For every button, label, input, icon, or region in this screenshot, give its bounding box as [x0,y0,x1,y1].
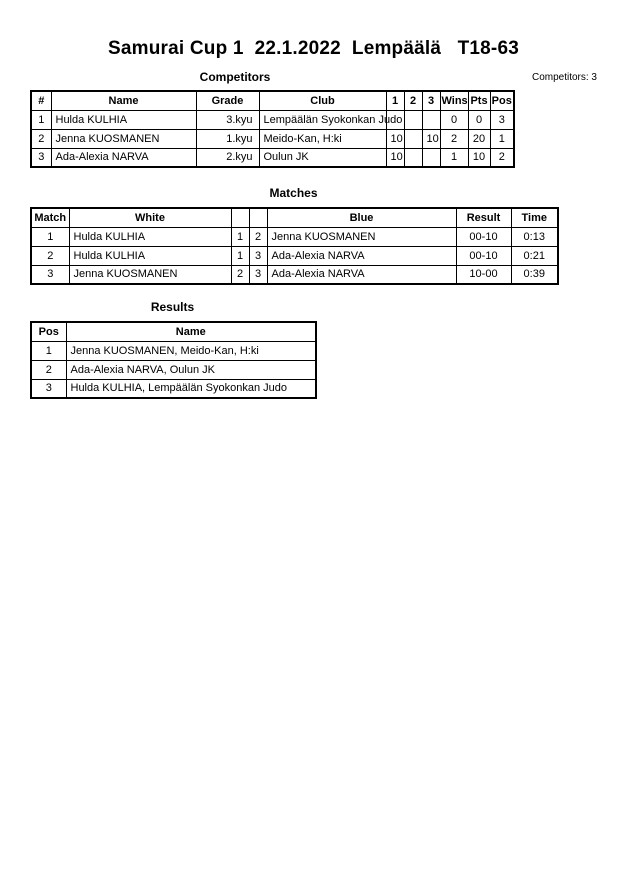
table-row [31,265,558,284]
column-header-wins: Wins [440,91,468,110]
white-competitor-number: 1 [231,246,249,265]
competitor-pts: 20 [468,129,490,148]
column-header-match: Match [31,208,69,227]
competitors-header-row [31,91,514,110]
competitor-pts: 10 [468,148,490,167]
column-header-blue: Blue [267,208,456,227]
match-time: 0:13 [511,227,558,246]
table-row [31,246,558,265]
competitor-number: 2 [31,129,51,148]
score-vs-1: 10 [386,148,404,167]
table-row [31,129,514,148]
white-competitor-number: 1 [231,227,249,246]
competitor-grade: 2.kyu [196,148,259,167]
column-header-blue-num [249,208,267,227]
column-header-3: 3 [422,91,440,110]
column-header-name: Name [51,91,196,110]
matches-heading: Matches [269,186,318,200]
page-title: Samurai Cup 1 22.1.2022 Lempäälä T18-63 [108,38,519,59]
competitor-name: Hulda KULHIA [51,110,196,129]
competitor-club: Oulun JK [259,148,386,167]
blue-competitor-name: Jenna KUOSMANEN [267,227,456,246]
result-competitor: Jenna KUOSMANEN, Meido-Kan, H:ki [66,341,316,360]
blue-competitor-name: Ada-Alexia NARVA [267,265,456,284]
column-header-1: 1 [386,91,404,110]
white-competitor-number: 2 [231,265,249,284]
match-result: 00-10 [456,227,511,246]
result-position: 3 [31,379,66,398]
column-header-pos: Pos [490,91,514,110]
matches-section-head [30,186,597,200]
results-table [30,321,317,399]
score-vs-2 [404,148,422,167]
table-row [31,341,316,360]
competitors-section-head [30,70,597,84]
column-header-white: White [69,208,231,227]
blue-competitor-number: 3 [249,246,267,265]
column-header-num: # [31,91,51,110]
result-competitor: Ada-Alexia NARVA, Oulun JK [66,360,316,379]
competitor-wins: 2 [440,129,468,148]
result-position: 1 [31,341,66,360]
result-position: 2 [31,360,66,379]
blue-competitor-number: 3 [249,265,267,284]
competitors-section [30,70,597,168]
score-vs-3 [422,110,440,129]
match-time: 0:39 [511,265,558,284]
competitor-wins: 0 [440,110,468,129]
column-header-pts: Pts [468,91,490,110]
white-competitor-name: Hulda KULHIA [69,227,231,246]
column-header-name: Name [66,322,316,341]
column-header-club: Club [259,91,386,110]
column-header-white-num [231,208,249,227]
results-section [30,300,597,399]
column-header-grade: Grade [196,91,259,110]
white-competitor-name: Jenna KUOSMANEN [69,265,231,284]
results-section-head [30,300,597,314]
matches-header-row [31,208,558,227]
match-result: 00-10 [456,246,511,265]
competitor-pts: 0 [468,110,490,129]
competitor-number: 3 [31,148,51,167]
competitors-count: Competitors: 3 [531,72,597,83]
score-vs-1: 10 [386,129,404,148]
table-row [31,360,316,379]
table-row [31,148,514,167]
table-row [31,227,558,246]
competitor-pos: 2 [490,148,514,167]
competitor-pos: 3 [490,110,514,129]
column-header-result: Result [456,208,511,227]
competitor-grade: 1.kyu [196,129,259,148]
matches-section [30,186,597,285]
competitor-club: Meido-Kan, H:ki [259,129,386,148]
table-row [31,110,514,129]
score-vs-2 [404,110,422,129]
match-time: 0:21 [511,246,558,265]
competitor-club: Lempäälän Syokonkan Judo [259,110,386,129]
competitor-grade: 3.kyu [196,110,259,129]
competitor-wins: 1 [440,148,468,167]
competitor-pos: 1 [490,129,514,148]
column-header-2: 2 [404,91,422,110]
column-header-time: Time [511,208,558,227]
result-competitor: Hulda KULHIA, Lempäälän Syokonkan Judo [66,379,316,398]
competitors-heading: Competitors [199,70,271,84]
score-vs-3 [422,148,440,167]
match-result: 10-00 [456,265,511,284]
results-heading: Results [150,300,195,314]
competitor-name: Ada-Alexia NARVA [51,148,196,167]
blue-competitor-number: 2 [249,227,267,246]
column-header-pos: Pos [31,322,66,341]
competitor-number: 1 [31,110,51,129]
competitor-name: Jenna KUOSMANEN [51,129,196,148]
score-vs-2 [404,129,422,148]
matches-table [30,207,559,285]
match-number: 3 [31,265,69,284]
match-number: 2 [31,246,69,265]
white-competitor-name: Hulda KULHIA [69,246,231,265]
results-header-row [31,322,316,341]
table-row [31,379,316,398]
match-number: 1 [31,227,69,246]
blue-competitor-name: Ada-Alexia NARVA [267,246,456,265]
competitors-table [30,90,515,168]
score-vs-3: 10 [422,129,440,148]
